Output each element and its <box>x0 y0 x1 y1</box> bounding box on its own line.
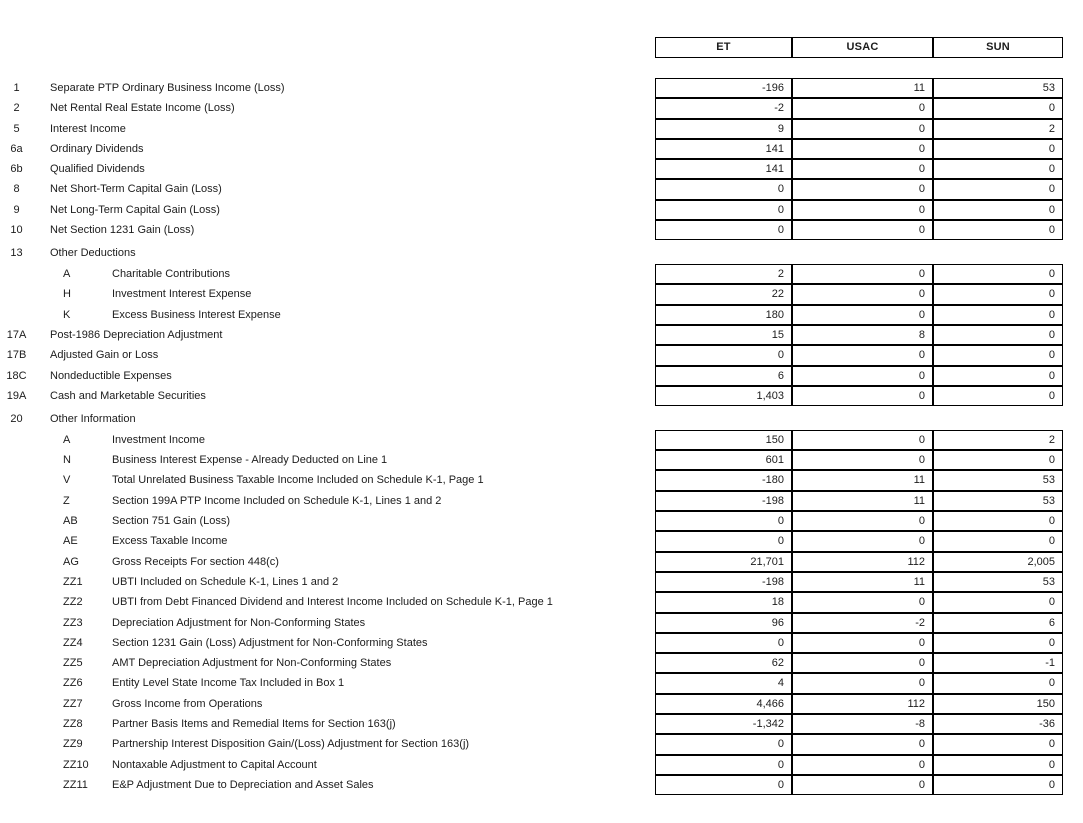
row-label: Section 199A PTP Income Included on Schedule K-1, Lines 1 and 2 <box>112 494 442 507</box>
column-header-row <box>655 37 1063 58</box>
value-cell: 9 <box>655 119 792 139</box>
row-number: 17A <box>6 328 27 341</box>
row-label: AMT Depreciation Adjustment for Non-Conforming States <box>112 657 392 670</box>
row-label: Other Information <box>50 412 136 425</box>
value-cell: 6 <box>933 613 1063 633</box>
value-cell: 0 <box>792 200 933 220</box>
row-code: A <box>63 433 71 446</box>
value-cells <box>655 755 1063 775</box>
row-code: ZZ10 <box>63 758 89 771</box>
value-cell: 0 <box>655 734 792 754</box>
value-cell: 62 <box>655 653 792 673</box>
value-cell: 150 <box>655 430 792 450</box>
value-cell: 11 <box>792 78 933 98</box>
value-cell: 4,466 <box>655 694 792 714</box>
value-cell: 0 <box>792 511 933 531</box>
row-number: 19A <box>6 389 27 402</box>
row-label: Interest Income <box>50 122 126 135</box>
table-row <box>0 386 1083 406</box>
row-label: Nontaxable Adjustment to Capital Account <box>112 758 317 771</box>
row-number: 8 <box>13 183 20 196</box>
value-cell: 0 <box>792 450 933 470</box>
value-cell: -2 <box>792 613 933 633</box>
value-cells <box>655 613 1063 633</box>
row-code: ZZ8 <box>63 717 83 730</box>
value-cell: 53 <box>933 491 1063 511</box>
table-row <box>0 450 1083 470</box>
value-cell: 0 <box>792 305 933 325</box>
value-cell: 0 <box>933 633 1063 653</box>
row-label: Nondeductible Expenses <box>50 369 172 382</box>
row-number: 18C <box>6 369 27 382</box>
value-cells <box>655 179 1063 199</box>
value-cell: 53 <box>933 78 1063 98</box>
value-cells <box>655 200 1063 220</box>
value-cell: 141 <box>655 139 792 159</box>
column-header: ET <box>655 37 792 58</box>
value-cell: 0 <box>655 633 792 653</box>
row-number: 2 <box>13 102 20 115</box>
row-code: ZZ7 <box>63 697 83 710</box>
value-cell: 0 <box>933 511 1063 531</box>
value-cells <box>655 775 1063 795</box>
value-cell: 0 <box>792 775 933 795</box>
table-row <box>0 243 1083 263</box>
value-cells <box>655 552 1063 572</box>
value-cell: 0 <box>655 220 792 240</box>
table-row <box>0 694 1083 714</box>
value-cell: -1,342 <box>655 714 792 734</box>
row-label: E&P Adjustment Due to Depreciation and Asset Sales <box>112 778 374 791</box>
table-row <box>0 552 1083 572</box>
value-cell: 0 <box>933 366 1063 386</box>
column-header: SUN <box>933 37 1063 58</box>
row-code: H <box>63 288 71 301</box>
row-label: Partnership Interest Disposition Gain/(Loss) Adjustment for Section 163(j) <box>112 738 470 751</box>
value-cells <box>655 119 1063 139</box>
row-number: 5 <box>13 122 20 135</box>
table-row <box>0 592 1083 612</box>
row-code: ZZ6 <box>63 677 83 690</box>
row-code: AB <box>63 515 78 528</box>
value-cells <box>655 284 1063 304</box>
table-row <box>0 366 1083 386</box>
value-cell: 0 <box>792 345 933 365</box>
row-code: ZZ11 <box>63 778 88 791</box>
value-cell: 0 <box>655 200 792 220</box>
value-cell: 0 <box>933 200 1063 220</box>
table-row <box>0 511 1083 531</box>
row-label: Investment Income <box>112 433 205 446</box>
column-header: USAC <box>792 37 933 58</box>
row-label: Qualified Dividends <box>50 163 145 176</box>
row-number: 9 <box>13 203 20 216</box>
value-cell: -180 <box>655 470 792 490</box>
value-cell: 112 <box>792 552 933 572</box>
row-number: 6a <box>10 142 23 155</box>
line-item-rows <box>0 78 1083 795</box>
value-cell: 0 <box>933 592 1063 612</box>
value-cell: -198 <box>655 572 792 592</box>
value-cell: 0 <box>792 220 933 240</box>
row-number: 20 <box>10 412 23 425</box>
row-label: Entity Level State Income Tax Included in Box 1 <box>112 677 345 690</box>
row-label: Gross Receipts For section 448(c) <box>112 555 279 568</box>
row-label: Charitable Contributions <box>112 268 231 281</box>
row-label: Depreciation Adjustment for Non-Conforming States <box>112 616 366 629</box>
value-cell: -198 <box>655 491 792 511</box>
row-label: Net Rental Real Estate Income (Loss) <box>50 102 235 115</box>
table-row <box>0 159 1083 179</box>
table-row <box>0 755 1083 775</box>
value-cell: -196 <box>655 78 792 98</box>
row-label: Section 751 Gain (Loss) <box>112 515 231 528</box>
row-number: 6b <box>10 163 23 176</box>
row-code: ZZ3 <box>63 616 83 629</box>
value-cells <box>655 305 1063 325</box>
value-cell: 0 <box>933 775 1063 795</box>
value-cells <box>655 366 1063 386</box>
value-cell: 0 <box>792 633 933 653</box>
value-cell: 0 <box>933 531 1063 551</box>
row-label: Gross Income from Operations <box>112 697 263 710</box>
value-cell: 0 <box>792 119 933 139</box>
value-cell: -2 <box>655 98 792 118</box>
row-label: Excess Taxable Income <box>112 535 228 548</box>
value-cell: 0 <box>792 264 933 284</box>
value-cell: 0 <box>655 775 792 795</box>
value-cell: 0 <box>792 430 933 450</box>
value-cells <box>655 78 1063 98</box>
value-cell: 11 <box>792 491 933 511</box>
value-cell: 0 <box>933 386 1063 406</box>
value-cell: 53 <box>933 470 1063 490</box>
value-cell: 53 <box>933 572 1063 592</box>
row-code: ZZ1 <box>63 575 83 588</box>
value-cells <box>655 450 1063 470</box>
value-cells <box>655 491 1063 511</box>
value-cell: 112 <box>792 694 933 714</box>
value-cell: 0 <box>655 179 792 199</box>
row-label: Separate PTP Ordinary Business Income (Loss) <box>50 82 285 94</box>
value-cells <box>655 325 1063 345</box>
row-code: ZZ2 <box>63 596 83 609</box>
row-label: Net Section 1231 Gain (Loss) <box>50 224 195 237</box>
row-code: AG <box>63 555 79 568</box>
value-cell: 0 <box>933 159 1063 179</box>
table-row <box>0 200 1083 220</box>
row-code: K <box>63 308 71 321</box>
row-number: 1 <box>13 82 20 94</box>
table-row <box>0 284 1083 304</box>
value-cell: 0 <box>792 734 933 754</box>
row-label: Other Deductions <box>50 246 136 259</box>
value-cell: 0 <box>792 139 933 159</box>
row-label: Post-1986 Depreciation Adjustment <box>50 328 223 341</box>
value-cell: 22 <box>655 284 792 304</box>
value-cell: 0 <box>655 345 792 365</box>
row-label: UBTI from Debt Financed Dividend and Interest Income Included on Schedule K-1, Page 1 <box>112 596 553 609</box>
value-cell: 0 <box>792 98 933 118</box>
value-cell: 0 <box>933 284 1063 304</box>
table-row <box>0 98 1083 118</box>
value-cell: 180 <box>655 305 792 325</box>
value-cell: -8 <box>792 714 933 734</box>
table-row <box>0 305 1083 325</box>
value-cell: 0 <box>933 673 1063 693</box>
value-cell: 0 <box>792 366 933 386</box>
value-cell: 0 <box>933 325 1063 345</box>
value-cell: 18 <box>655 592 792 612</box>
row-label: Ordinary Dividends <box>50 142 144 155</box>
value-cell: -1 <box>933 653 1063 673</box>
value-cells <box>655 572 1063 592</box>
value-cell: 0 <box>933 139 1063 159</box>
value-cell: 141 <box>655 159 792 179</box>
table-row <box>0 119 1083 139</box>
value-cell: 0 <box>933 755 1063 775</box>
value-cell: 2 <box>655 264 792 284</box>
table-row <box>0 430 1083 450</box>
table-row <box>0 220 1083 240</box>
table-row <box>0 613 1083 633</box>
value-cells <box>655 430 1063 450</box>
value-cell: 0 <box>655 755 792 775</box>
value-cell: 96 <box>655 613 792 633</box>
value-cell: 0 <box>933 305 1063 325</box>
value-cells <box>655 653 1063 673</box>
value-cell: 11 <box>792 470 933 490</box>
value-cell: 0 <box>933 450 1063 470</box>
row-number: 13 <box>10 246 23 259</box>
value-cell: 0 <box>792 179 933 199</box>
value-cell: 0 <box>655 511 792 531</box>
row-label: Business Interest Expense - Already Deducted on Line 1 <box>112 454 388 467</box>
value-cell: 0 <box>933 98 1063 118</box>
value-cells <box>655 633 1063 653</box>
value-cell: -36 <box>933 714 1063 734</box>
row-label: Investment Interest Expense <box>112 288 252 301</box>
row-label: Cash and Marketable Securities <box>50 389 206 402</box>
row-number: 17B <box>6 349 27 362</box>
row-label: Net Short-Term Capital Gain (Loss) <box>50 183 222 196</box>
value-cells <box>655 592 1063 612</box>
table-row <box>0 470 1083 490</box>
table-row <box>0 345 1083 365</box>
value-cell: 11 <box>792 572 933 592</box>
value-cell: 0 <box>933 734 1063 754</box>
row-number: 10 <box>10 224 23 237</box>
value-cell: 21,701 <box>655 552 792 572</box>
table-row <box>0 179 1083 199</box>
value-cells <box>655 386 1063 406</box>
value-cell: 2 <box>933 430 1063 450</box>
value-cells <box>655 345 1063 365</box>
row-code: ZZ9 <box>63 738 83 751</box>
value-cells <box>655 734 1063 754</box>
value-cell: 4 <box>655 673 792 693</box>
table-row <box>0 409 1083 429</box>
table-row <box>0 139 1083 159</box>
value-cell: 1,403 <box>655 386 792 406</box>
value-cells <box>655 264 1063 284</box>
value-cells <box>655 714 1063 734</box>
value-cell: 0 <box>933 220 1063 240</box>
value-cell: 8 <box>792 325 933 345</box>
table-row <box>0 491 1083 511</box>
value-cell: 0 <box>792 653 933 673</box>
row-label: Total Unrelated Business Taxable Income Included on Schedule K-1, Page 1 <box>112 474 484 487</box>
value-cell: 0 <box>792 592 933 612</box>
value-cells <box>655 98 1063 118</box>
value-cell: 0 <box>792 673 933 693</box>
table-row <box>0 264 1083 284</box>
table-row <box>0 633 1083 653</box>
value-cell: 6 <box>655 366 792 386</box>
row-label: Adjusted Gain or Loss <box>50 349 159 362</box>
value-cell: 0 <box>792 755 933 775</box>
table-row <box>0 775 1083 795</box>
value-cells <box>655 139 1063 159</box>
value-cell: 15 <box>655 325 792 345</box>
table-row <box>0 653 1083 673</box>
value-cell: 2 <box>933 119 1063 139</box>
row-label: UBTI Included on Schedule K-1, Lines 1 and 2 <box>112 575 339 588</box>
table-row <box>0 78 1083 98</box>
row-label: Partner Basis Items and Remedial Items for Section 163(j) <box>112 717 396 730</box>
value-cells <box>655 220 1063 240</box>
value-cell: 0 <box>792 531 933 551</box>
value-cell: 0 <box>933 264 1063 284</box>
value-cell: 0 <box>933 345 1063 365</box>
row-code: ZZ4 <box>63 636 83 649</box>
row-code: N <box>63 454 71 467</box>
value-cells <box>655 159 1063 179</box>
row-code: AE <box>63 535 78 548</box>
row-code: A <box>63 268 71 281</box>
value-cell: 0 <box>792 159 933 179</box>
row-label: Excess Business Interest Expense <box>112 308 281 321</box>
table-row <box>0 673 1083 693</box>
value-cells <box>655 511 1063 531</box>
row-code: Z <box>63 494 70 507</box>
value-cell: 601 <box>655 450 792 470</box>
row-code: V <box>63 474 71 487</box>
row-code: ZZ5 <box>63 657 83 670</box>
value-cell: 0 <box>655 531 792 551</box>
value-cell: 0 <box>792 284 933 304</box>
row-label: Net Long-Term Capital Gain (Loss) <box>50 203 220 216</box>
table-row <box>0 572 1083 592</box>
value-cell: 2,005 <box>933 552 1063 572</box>
value-cell: 150 <box>933 694 1063 714</box>
table-row <box>0 734 1083 754</box>
value-cells <box>655 531 1063 551</box>
value-cell: 0 <box>792 386 933 406</box>
row-label: Section 1231 Gain (Loss) Adjustment for Non-Conforming States <box>112 636 428 649</box>
table-row <box>0 714 1083 734</box>
value-cells <box>655 694 1063 714</box>
table-row <box>0 325 1083 345</box>
value-cells <box>655 673 1063 693</box>
value-cells <box>655 470 1063 490</box>
value-cell: 0 <box>933 179 1063 199</box>
table-row <box>0 531 1083 551</box>
